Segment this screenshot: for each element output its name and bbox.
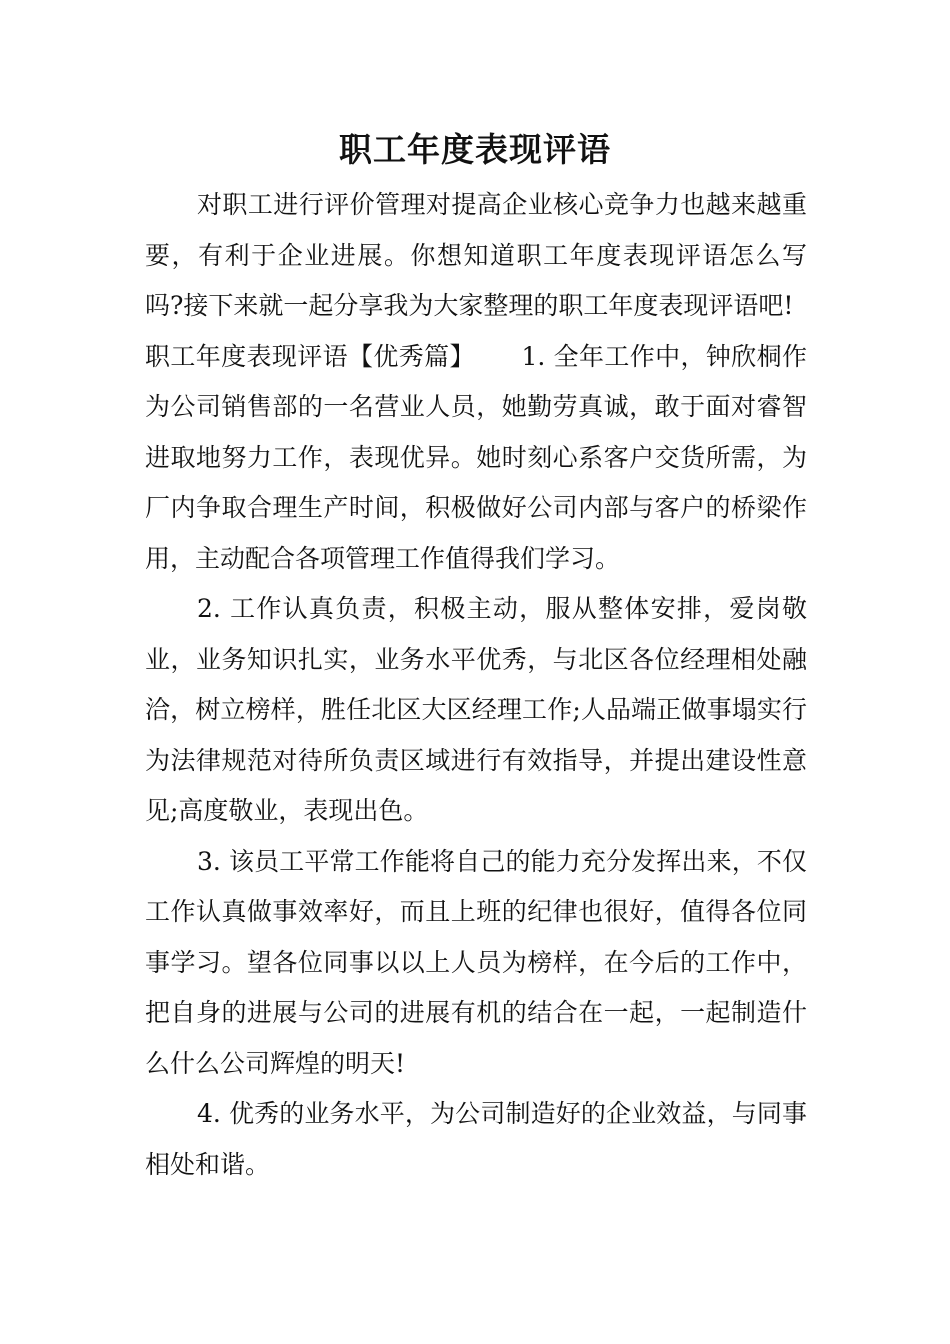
document-body xyxy=(145,180,807,1190)
list-item-4: 4. 优秀的业务水平，为公司制造好的企业效益，与同事相处和谐。 xyxy=(145,1099,807,1179)
list-item-3: 3. 该员工平常工作能将自己的能力充分发挥出来，不仅工作认真做事效率好，而且上班的纪律也很好，值得各位同事学习。望各位同事以以上人员为榜样，在今后的工作中，把自身的进展与公司的进展有机的结合在一起，一起制造什么什么公司辉煌的明天! xyxy=(145,846,807,1078)
document-title: 职工年度表现评语 xyxy=(339,130,611,169)
intro-paragraph: 对职工进行评价管理对提高企业核心竞争力也越来越重要，有利于企业进展。你想知道职工年度表现评语怎么写吗?接下来就一起分享我为大家整理的职工年度表现评语吧! xyxy=(145,190,807,320)
section-heading-paragraph: 职工年度表现评语【优秀篇】 1. 全年工作中，钟欣桐作为公司销售部的一名营业人员，她勤劳真诚，敢于面对睿智进取地努力工作，表现优异。她时刻心系客户交货所需，为厂内争取合理生产时间，积极做好公司内部与客户的桥梁作用，主动配合各项管理工作值得我们学习。 xyxy=(145,341,807,573)
list-item-2: 2. 工作认真负责，积极主动，服从整体安排，爱岗敬业，业务知识扎实，业务水平优秀，与北区各位经理相处融洽，树立榜样，胜任北区大区经理工作;人品端正做事塌实行为法律规范对待所负责区域进行有效指导，并提出建设性意见;高度敬业，表现出色。 xyxy=(145,594,807,825)
